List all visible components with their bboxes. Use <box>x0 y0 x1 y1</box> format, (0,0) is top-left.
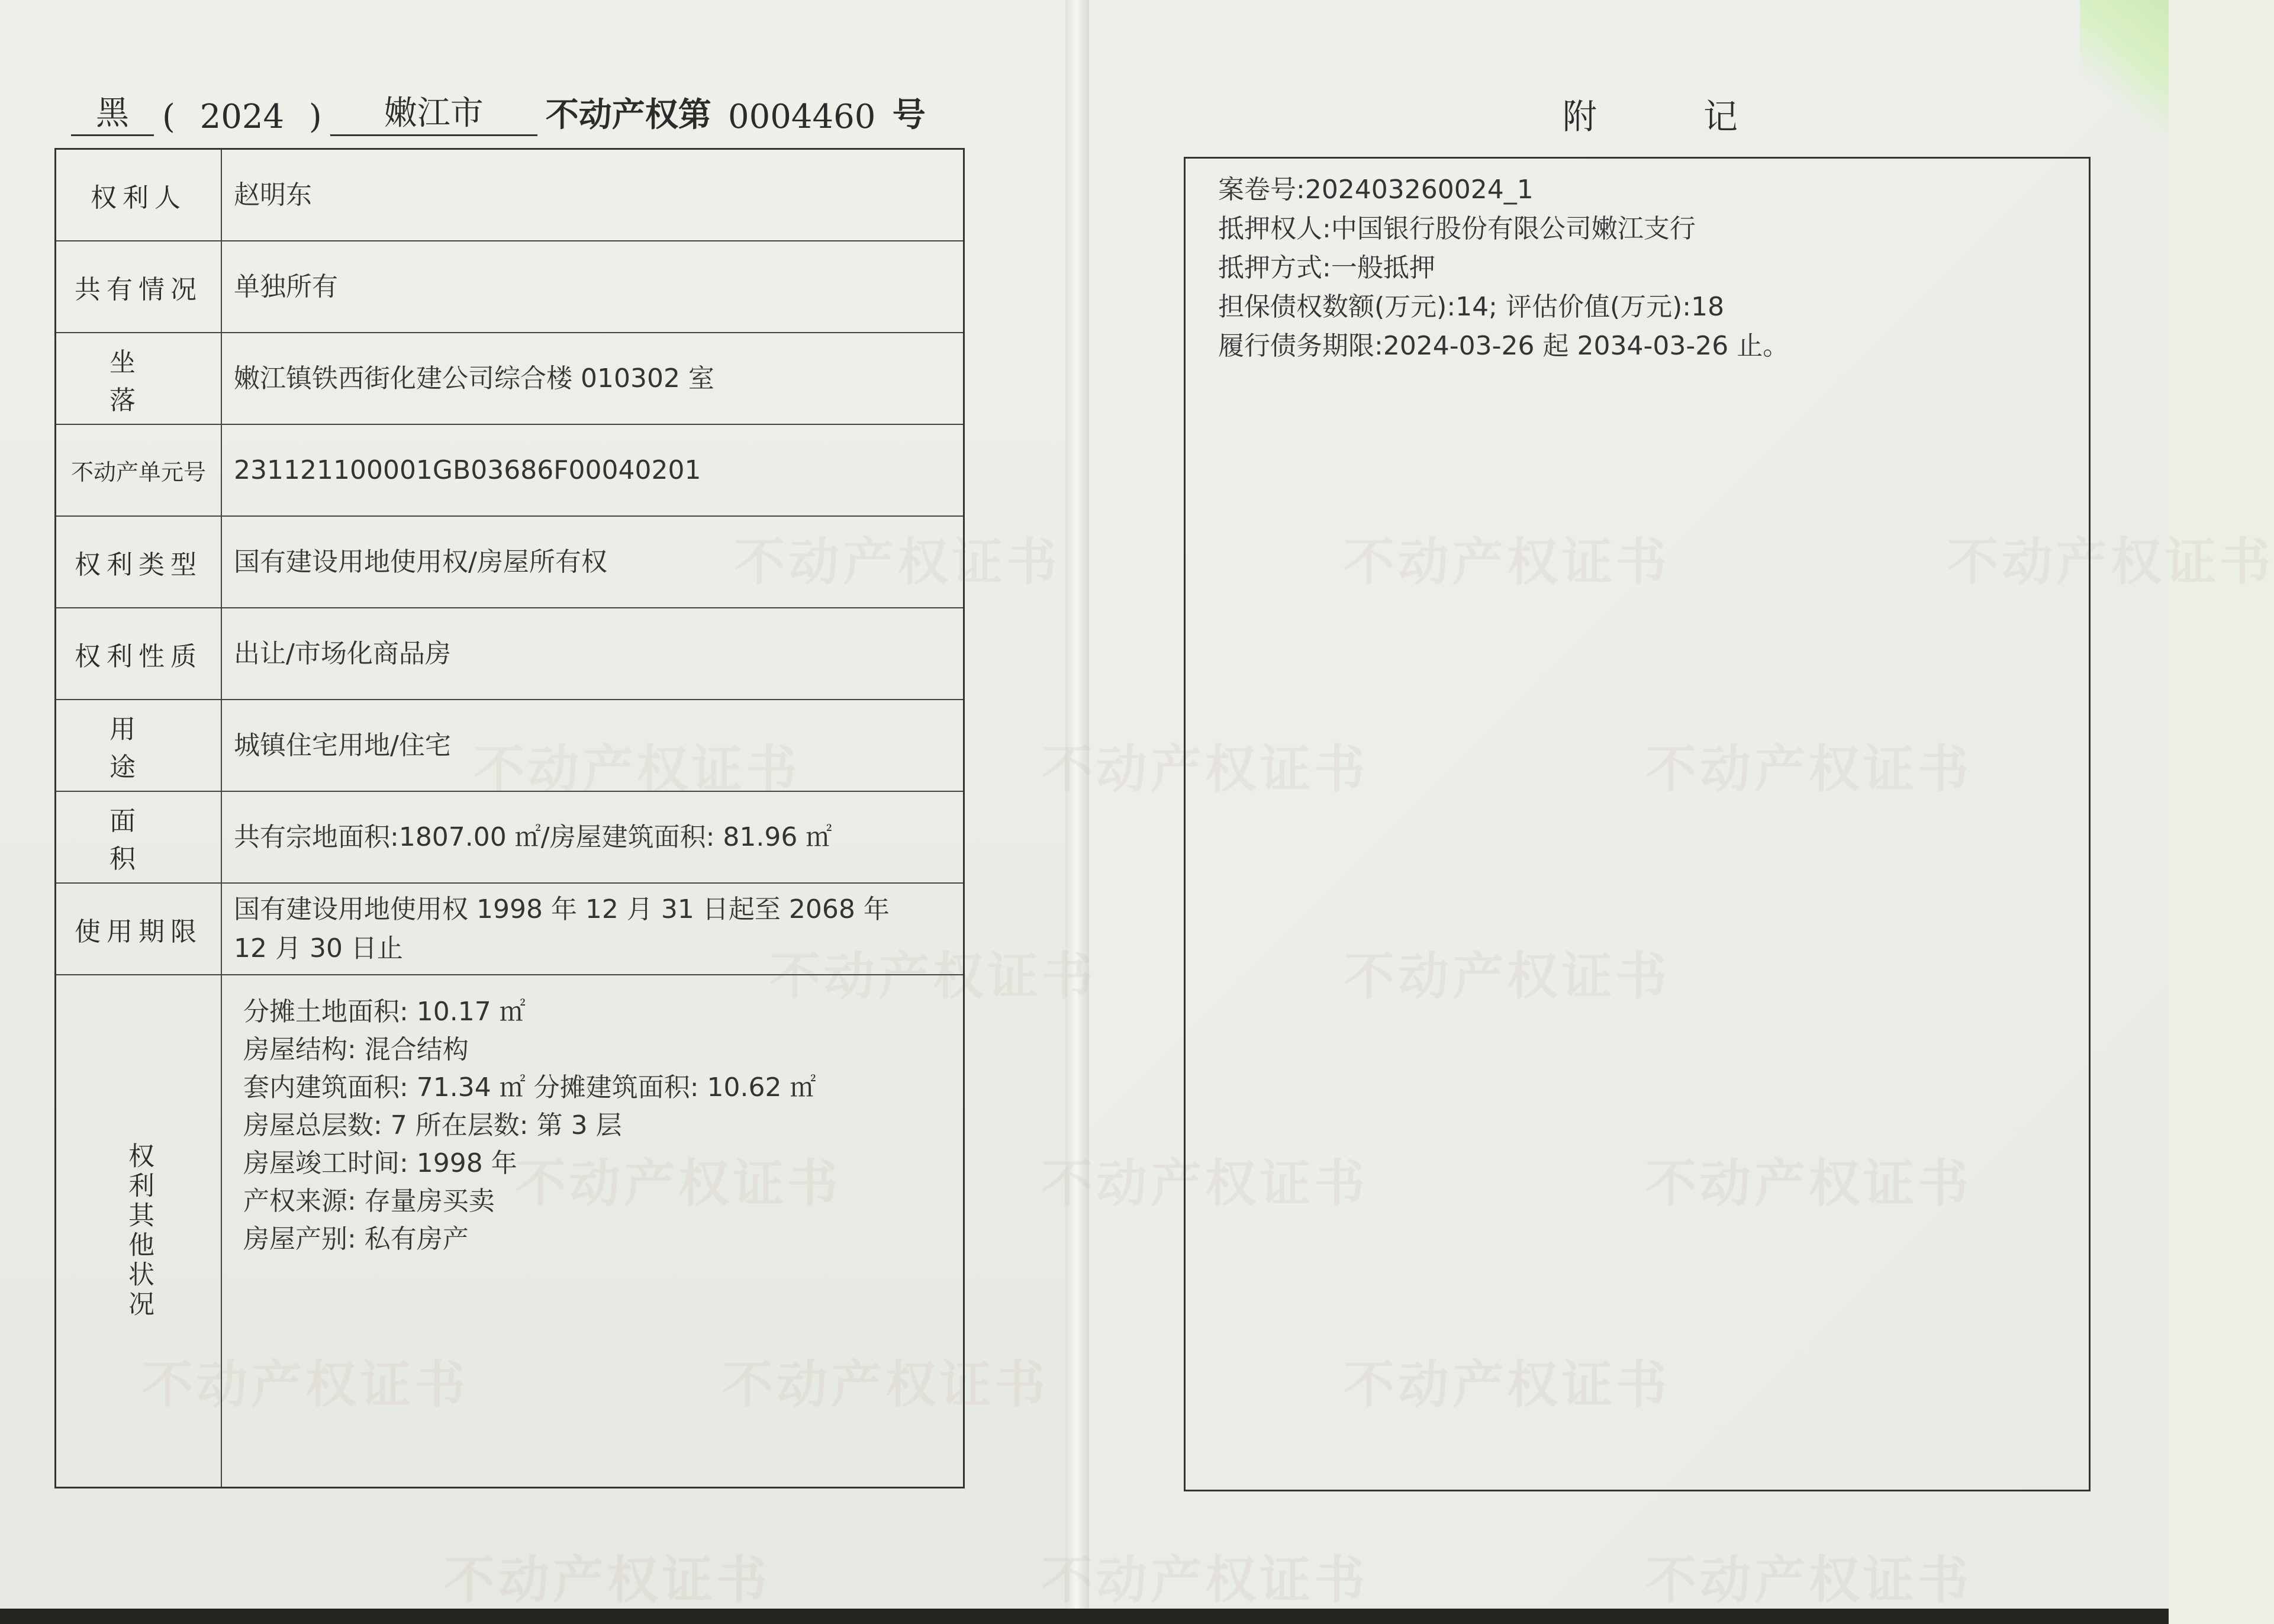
table-row <box>56 517 963 608</box>
table-row-other-status <box>56 975 963 1487</box>
certificate-type: 不动产权第 <box>545 95 711 134</box>
notes-line: 案卷号:202403260024_1 <box>1218 175 1534 205</box>
table-row <box>56 608 963 700</box>
row-value: 嫩江镇铁西街化建公司综合楼 010302 室 <box>234 363 714 394</box>
row-label: 坐落 <box>56 333 222 424</box>
table-row <box>56 792 963 884</box>
page-corner <box>2080 0 2169 136</box>
province-abbrev: 黑 <box>71 87 154 136</box>
row-value: 赵明东 <box>234 179 312 210</box>
other-status-line: 产权来源: 存量房买卖 <box>243 1186 495 1216</box>
paren-close: ) <box>308 98 322 136</box>
notes-line: 履行债务期限:2024-03-26 起 2034-03-26 止。 <box>1218 331 1789 361</box>
other-status-line: 房屋结构: 混合结构 <box>243 1035 469 1065</box>
row-label: 用途 <box>56 700 222 791</box>
notes-line: 担保债权数额(万元):14; 评估价值(万元):18 <box>1218 292 1725 322</box>
row-label: 共有情况 <box>56 241 222 332</box>
city-name: 嫩江市 <box>330 87 537 136</box>
row-value: 231121100001GB03686F00040201 <box>234 455 701 485</box>
row-value: 城镇住宅用地/住宅 <box>234 730 451 761</box>
notes-line: 抵押方式:一般抵押 <box>1218 253 1435 283</box>
book-spine <box>1065 0 1089 1624</box>
other-status-line: 分摊土地面积: 10.17 ㎡ <box>243 997 526 1027</box>
certificate-number: 0004460 <box>728 98 876 136</box>
notes-line: 抵押权人:中国银行股份有限公司嫩江支行 <box>1218 214 1696 244</box>
notes-title: 附记 <box>1563 96 1845 137</box>
other-status-lines <box>243 993 816 1258</box>
other-status-line: 房屋产别: 私有房产 <box>243 1224 469 1254</box>
table-row <box>56 700 963 792</box>
row-label: 面积 <box>56 792 222 882</box>
table-row <box>56 425 963 517</box>
row-label: 权利类型 <box>56 517 222 607</box>
row-value: 单独所有 <box>234 271 338 302</box>
table-row <box>56 150 963 241</box>
row-value: 出让/市场化商品房 <box>234 638 451 669</box>
bottom-edge <box>0 1609 2169 1624</box>
row-value: 国有建设用地使用权 1998 年 12 月 31 日起至 2068 年 12 月 30 日止 <box>234 894 890 964</box>
notes-box <box>1184 157 2091 1491</box>
row-label: 权利性质 <box>56 608 222 699</box>
other-status-line: 套内建筑面积: 71.34 ㎡ 分摊建筑面积: 10.62 ㎡ <box>243 1072 816 1103</box>
other-status-line: 房屋竣工时间: 1998 年 <box>243 1148 517 1178</box>
table-row <box>56 884 963 975</box>
table-row <box>56 241 963 333</box>
row-label: 权利其他状况 <box>56 975 222 1487</box>
table-row <box>56 333 963 425</box>
notes-lines <box>1218 170 1789 366</box>
certificate-suffix: 号 <box>892 95 926 134</box>
registry-table <box>54 148 965 1488</box>
other-status-line: 房屋总层数: 7 所在层数: 第 3 层 <box>243 1110 622 1140</box>
row-value: 国有建设用地使用权/房屋所有权 <box>234 546 607 577</box>
row-label: 使用期限 <box>56 884 222 974</box>
certificate-number-line <box>71 83 934 136</box>
row-label: 权利人 <box>56 150 222 240</box>
certificate-year: 2024 <box>199 98 285 136</box>
row-label: 不动产单元号 <box>56 425 222 515</box>
row-value: 共有宗地面积:1807.00 ㎡/房屋建筑面积: 81.96 ㎡ <box>234 821 832 852</box>
paren-open: ( <box>162 98 175 136</box>
